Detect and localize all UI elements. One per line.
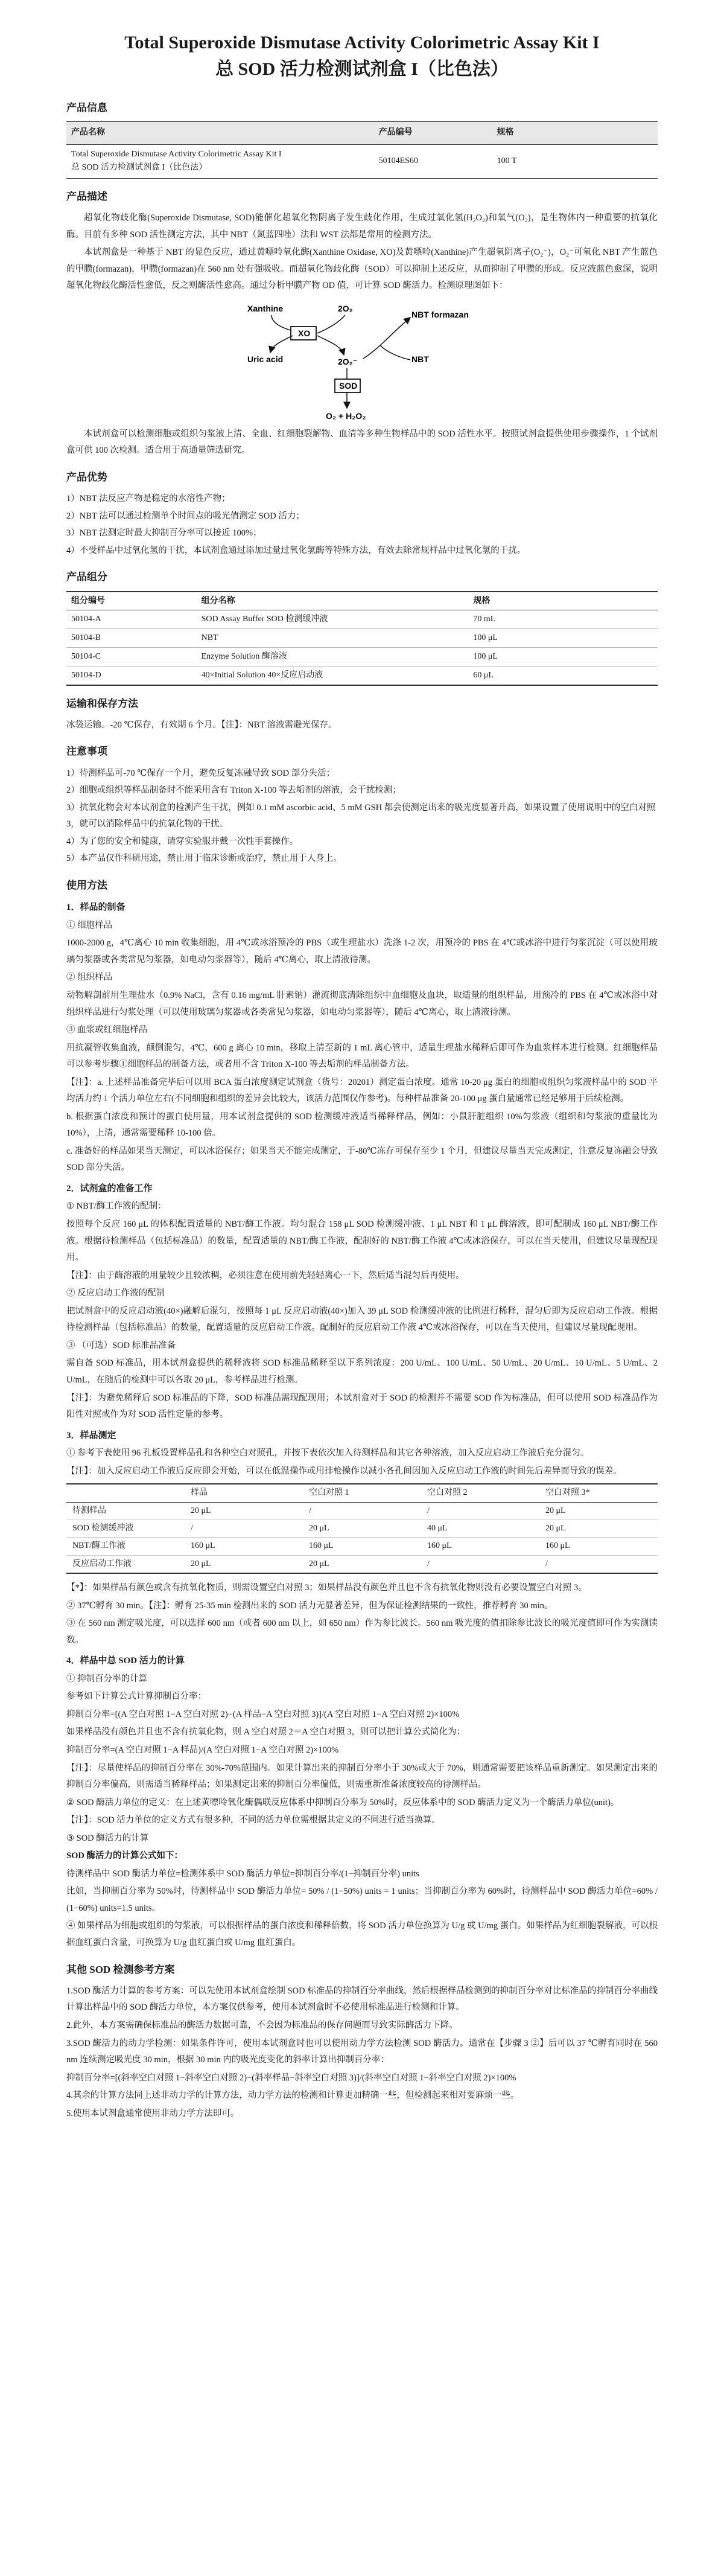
activity-calc-subtitle: SOD 酶活力的计算公式如下：	[66, 1851, 183, 1861]
plate-cell: 160 μL	[185, 1538, 303, 1555]
diagram-2o2-radical-label: 2O₂⁻	[338, 356, 358, 366]
diagram-arrow-formazan	[363, 318, 410, 359]
plate-header: 空白对照 3*	[539, 1484, 658, 1502]
note-item: 1）待测样品可-70 ℃保存一个月，避免反复冻融导致 SOD 部分失活；	[66, 768, 335, 778]
plate-cell: NBT/酶工作液	[66, 1538, 185, 1555]
product-name-en: Total Superoxide Dismutase Activity Colorimetric Assay Kit I	[71, 149, 282, 159]
component-name: 40×Initial Solution 40×反应启动液	[197, 666, 469, 685]
note-item: 2）细胞或组织等样品制备时不能采用含有 Triton X-100 等去垢剂的溶液，会干扰检测；	[66, 785, 401, 796]
plate-setup-table	[66, 1483, 658, 1574]
advantage-item: 1）NBT 法反应产物是稳定的水溶性产物；	[66, 494, 230, 504]
nbt-working-note: 【注】：由于酶溶液的用量较少且较浓稠，必须注意在使用前先轻轻离心一下，然后适当混匀后再使用。	[66, 1270, 465, 1280]
note-item: 5）本产品仅作科研用途，禁止用于临床诊断或治疗，禁止用于人身上。	[66, 854, 342, 864]
diagram-xo-label: XO	[298, 328, 311, 338]
blood-sample-text: 用抗凝管收集血液，颠倒混匀，4℃，600 g 离心 10 min，移取上清至新的 1 mL 离心管中，适量生理盐水稀释后即可作为血浆样本进行检测。红细胞样品可以参考步骤①细胞样品的制备方法，或者用不含 Triton X-100 等去垢剂的样品制备方法。	[66, 1043, 658, 1070]
diagram-sod-label: SOD	[339, 380, 358, 391]
activity-calc-conversion: ④ 如果样品为细胞或组织的匀浆液，可以根据样品的蛋白浓度和稀释倍数，将 SOD 活力单位换算为 U/g 或 U/mg 蛋白。如果样品为红细胞裂解液，可以根据血红蛋白含量，可换算为 U/g 血红蛋白或 U/mg 血红蛋白。	[66, 1921, 658, 1948]
diagram-nbt-label: NBT	[411, 354, 429, 364]
diagram-arrow-o2-in	[317, 315, 345, 333]
description-paragraph-3: 本试剂盒可以检测细胞或组织匀浆液上清、全血、红细胞裂解物、血清等多种生物样品中的 SOD 活性水平。按照试剂盒提供使用步骤操作，1 个试剂盒可供 100 次检测。适合用于高通量筛选研究。	[66, 429, 658, 456]
plate-cell: 20 μL	[185, 1555, 303, 1573]
table-row	[66, 610, 658, 629]
product-info-header-code: 产品编号	[374, 122, 492, 145]
plate-cell: /	[539, 1555, 658, 1573]
plate-cell: 20 μL	[303, 1555, 421, 1573]
other-heading: 其他 SOD 检测参考方案	[66, 1963, 175, 1975]
cell-sample-text: 1000-2000 g，4℃离心 10 min 收集细胞，用 4℃或冰浴预冷的 PBS（或生理盐水）洗涤 1-2 次，用预冷的 PBS 在 4℃或冰浴中进行匀浆沉淀（可以使用玻璃匀浆器或各类常见匀浆器，如电动匀浆器等），随后 4℃离心，取上清液待测。	[66, 938, 658, 965]
table-row	[66, 666, 658, 685]
product-name-cn: 总 SOD 活力检测试剂盒 I（比色法）	[71, 163, 208, 173]
plate-header: 样品	[185, 1484, 303, 1502]
advantage-item: 4）不受样品中过氧化氢的干扰，本试剂盒通过添加过量过氧化氢酶等特殊方法，有效去除常规样品中过氧化氢的干扰。	[66, 545, 526, 555]
table-row	[66, 647, 658, 666]
other-item: 3.SOD 酶活力的动力学检测：如果条件许可，使用本试剂盒时也可以使用动力学方法检测 SOD 酶活力。通常在【步骤 3 ②】后可以 37 ℃孵育同时在 560 nm 连续测定吸光度 30 min，根据 30 min 内的吸光度变化的斜率计算出抑制百分率：	[66, 2038, 658, 2065]
plate-cell: /	[421, 1502, 539, 1520]
plate-cell: SOD 检测缓冲液	[66, 1520, 185, 1537]
other-item: 抑制百分率=[(斜率空白对照 1−斜率空白对照 2)−(斜率样品−斜率空白对照 3)]/(斜率空白对照 1−斜率空白对照 2)×100%	[66, 2073, 516, 2083]
plate-header	[66, 1484, 185, 1502]
components-header-id: 组分编号	[66, 592, 197, 610]
plate-cell: 160 μL	[303, 1538, 421, 1555]
table-row	[66, 1555, 658, 1573]
inhibition-simplify-note: 如果样品没有颜色并且也不含有抗氧化物，则 A 空白对照 2＝A 空白对照 3，则可以把计算公式简化为：	[66, 1727, 465, 1737]
storage-text: 冰袋运输。-20 ℃保存，有效期 6 个月。【注】：NBT 溶液需避光保存。	[66, 720, 337, 730]
initial-working-text: 把试剂盒中的反应启动液(40×)融解后混匀，按照每 1 μL 反应启动液(40×)加入 39 μL SOD 检测缓冲液的比例进行稀释，混匀后即为反应启动工作液。根据待检测样品（包括标准品）的数量，配置适量的反应启动工作液。配制好的反应启动工作液 4℃或冰浴保存，可以在当天使用，但建议尽量现配现用。	[66, 1306, 658, 1333]
initial-working-title: ② 反应启动工作液的配制	[66, 1288, 165, 1299]
cell-sample-title: ① 细胞样品	[66, 920, 113, 930]
table-row	[66, 1520, 658, 1537]
storage-heading: 运输和保存方法	[66, 697, 138, 709]
product-name-cell	[66, 144, 374, 178]
plate-cell: 20 μL	[185, 1502, 303, 1520]
product-info-table	[66, 121, 658, 178]
advantages-list	[66, 491, 658, 559]
components-header-spec: 规格	[468, 592, 658, 610]
description-heading: 产品描述	[66, 190, 107, 202]
product-info-header-name: 产品名称	[66, 122, 374, 145]
activity-calc-formula: 待测样品中 SOD 酶活力单位=检测体系中 SOD 酶活力单位=抑制百分率/(1−抑制百分率) units	[66, 1868, 419, 1879]
reagent-prep-title: 2．试剂盒的准备工作	[66, 1183, 153, 1194]
product-code: 50104ES60	[374, 144, 492, 178]
usage-heading: 使用方法	[66, 879, 107, 891]
activity-calc-example: 比如，当抑制百分率为 50%时，待测样品中 SOD 酶活力单位= 50% / (1−50%) units = 1 units；当抑制百分率为 60%时，待测样品中 SOD 酶活力单位=60% / (1−60%) units=1.5 units。	[66, 1887, 658, 1913]
other-item: 2.此外，本方案需确保标准品的酶活力数据可靠，不会因为标准品的保存问题而导致实际酶活力下降。	[66, 2020, 458, 2030]
component-spec: 60 μL	[468, 666, 658, 685]
other-item: 4.其余的计算方法同上述非动力学的计算方法，动力学方法的检测和计算更加精确一些，但检测起来相对要麻烦一些。	[66, 2091, 519, 2101]
components-header-name: 组分名称	[197, 592, 469, 610]
components-heading: 产品组分	[66, 571, 107, 583]
other-item: 5.使用本试剂盒通常使用非动力学方法即可。	[66, 2108, 240, 2118]
plate-cell: 反应启动工作液	[66, 1555, 185, 1573]
component-name: NBT	[197, 629, 469, 648]
diagram-2o2-label: 2O₂	[338, 303, 353, 313]
diagram-arrow-radical-out	[317, 336, 344, 355]
inhibition-formula-full: 抑制百分率=[(A 空白对照 1−A 空白对照 2)−(A 样品−A 空白对照 3)]/(A 空白对照 1−A 空白对照 2)×100%	[66, 1709, 460, 1719]
table-row	[66, 1538, 658, 1555]
plate-cell: 160 μL	[421, 1538, 539, 1555]
plate-header: 空白对照 1	[303, 1484, 421, 1502]
plate-cell: /	[185, 1520, 303, 1537]
plate-footnote: 【*】：如果样品有颜色或含有抗氧化物质，则需设置空白对照 3；如果样品没有颜色并且也不含有抗氧化物则没有必要设置空白对照 3。	[66, 1583, 587, 1593]
advantage-item: 2）NBT 法可以通过检测单个时间点的吸光值测定 SOD 活力；	[66, 511, 305, 521]
nbt-working-title: ① NBT/酶工作液的配制：	[66, 1201, 167, 1212]
reaction-principle-diagram	[235, 299, 489, 420]
plate-cell: 20 μL	[539, 1520, 658, 1537]
description-paragraph-2: 本试剂盒是一种基于 NBT 的显色反应，通过黄嘌呤氧化酶(Xanthine Oxidase, XO)及黄嘌呤(Xanthine)产生超氧阴离子(O₂⁻)，O₂⁻可氧化 NBT 产生蓝色的甲臜(formazan)，甲臜(formazan)在 560 nm 处有强吸收。而超氧化物歧化酶（SOD）可以抑制上述反应，从而抑制了甲臜的形成。反应液蓝色愈深，说明超氧化物歧化酶活性愈低，反之则酶活性愈高。通过分析甲臜产物 OD 值，可计算 SOD 酶活力。检测原理图如下：	[66, 248, 658, 291]
plate-cell: 20 μL	[539, 1502, 658, 1520]
inhibition-note: 【注】：尽量使样品的抑制百分率在 30%-70%范围内。如果计算出来的抑制百分率小于 30%或大于 70%，则通常需要把该样品重新测定。如果测定出来的抑制百分率偏高，则需适当稀释样品；如果测定出来的抑制百分率偏低，则需重新准备浓度较高的待测样品。	[66, 1763, 658, 1790]
sod-standard-text: 需自备 SOD 标准品，用本试剂盒提供的稀释液将 SOD 标准品稀释至以下系列浓度：200 U/mL、100 U/mL、50 U/mL、20 U/mL、10 U/mL、5 U/mL、2 U/mL，在随后的检测中可以各取 20 μL，参考样品进行检测。	[66, 1358, 658, 1385]
component-id: 50104-A	[66, 610, 197, 629]
sample-prep-title: 1．样品的制备	[66, 903, 125, 913]
sample-note-c: c. 准备好的样品如果当天测定，可以冰浴保存；如果当天不能完成测定，于-80℃冻存可保存至少 1 个月，但建议尽量当天完成测定，注意反复冻融会导致 SOD 部分失活。	[66, 1146, 658, 1173]
table-row	[66, 1502, 658, 1520]
component-id: 50104-B	[66, 629, 197, 648]
sod-standard-title: ③ （可选）SOD 标准品准备	[66, 1340, 176, 1350]
product-spec: 100 T	[492, 144, 658, 178]
note-item: 4）为了您的安全和健康，请穿实验服并戴一次性手套操作。	[66, 836, 299, 846]
product-info-heading: 产品信息	[66, 102, 107, 113]
tissue-sample-text: 动物解剖前用生理盐水（0.9% NaCl，含有 0.16 mg/mL 肝素钠）灌流彻底清除组织中血细胞及血块，取适量的组织样品，用预冷的 PBS 在 4℃或冰浴中对组织样品进行匀浆处理（可以使用玻璃匀浆器或各类常见匀浆器，如电动匀浆器等），随后 4℃离心，取上清液待测。	[66, 990, 658, 1017]
diagram-products-label: O₂ + H₂O₂	[326, 411, 366, 420]
component-name: SOD Assay Buffer SOD 检测缓冲液	[197, 610, 469, 629]
product-info-header-spec: 规格	[492, 122, 658, 145]
inhibition-title: ① 抑制百分率的计算	[66, 1673, 148, 1684]
measurement-step-2: ② 37℃孵育 30 min。【注】：孵育 25-35 min 检测出来的 SOD 活力无显著差异，但为保证检测结果的一致性，推荐孵育 30 min。	[66, 1600, 553, 1611]
components-table	[66, 591, 658, 686]
component-name: Enzyme Solution 酶溶液	[197, 647, 469, 666]
plate-header: 空白对照 2	[421, 1484, 539, 1502]
plate-cell: 40 μL	[421, 1520, 539, 1537]
tissue-sample-title: ② 组织样品	[66, 973, 113, 983]
component-spec: 70 mL	[468, 610, 658, 629]
plate-cell: 20 μL	[303, 1520, 421, 1537]
unit-definition-note: 【注】：SOD 活力单位的定义方式有很多种，不同的活力单位需根据其定义的不同进行适当换算。	[66, 1815, 440, 1826]
advantages-heading: 产品优势	[66, 471, 107, 483]
plate-cell: 待测样品	[66, 1502, 185, 1520]
calculation-title: 4．样品中总 SOD 活力的计算	[66, 1656, 185, 1666]
component-spec: 100 μL	[468, 629, 658, 648]
measurement-step-1: ① 参考下表使用 96 孔板设置样品孔和各种空白对照孔，并按下表依次加入待测样品和其它各种溶液，加入反应启动工作液后充分混匀。	[66, 1448, 589, 1459]
measurement-title: 3．样品测定	[66, 1430, 116, 1440]
diagram-nbt-formazan-label: NBT formazan	[411, 309, 469, 319]
unit-definition: ② SOD 酶活力单位的定义：在上述黄嘌呤氧化酶偶联反应体系中抑制百分率为 50%时，反应体系中的 SOD 酶活力定义为一个酶活力单位(unit)。	[66, 1797, 620, 1807]
plate-cell: /	[303, 1502, 421, 1520]
diagram-arrow-uric	[270, 336, 293, 353]
activity-calc-title: ③ SOD 酶活力的计算	[66, 1833, 149, 1843]
sample-note-b: b. 根据蛋白浓度和预计的蛋白使用量，用本试剂盒提供的 SOD 检测缓冲液适当稀释样品，例如：小鼠肝脏组织 10%匀浆液（组织和匀浆液的重量比为 10%），上清，通常需要稀释 10-100 倍。	[66, 1111, 658, 1139]
component-id: 50104-C	[66, 647, 197, 666]
blood-sample-title: ③ 血浆或红细胞样品	[66, 1025, 148, 1035]
diagram-arrow-nbt	[380, 345, 410, 360]
diagram-arrow-xanthine	[272, 315, 293, 331]
nbt-working-text: 按照每个反应 160 μL 的体积配置适量的 NBT/酶工作液。均匀混合 158 μL SOD 检测缓冲液、1 μL NBT 和 1 μL 酶溶液，即可配制成 160 μL NBT/酶工作液。根据待检测样品（包括标准品）的数量，配置适量的 NBT/酶工作液，配制好的 NBT/酶工作液 4℃或冰浴保存，可以在当天使用，但建议尽量现配现用。	[66, 1219, 658, 1263]
component-id: 50104-D	[66, 666, 197, 685]
description-paragraph-1: 超氧化物歧化酶(Superoxide Dismutase, SOD)能催化超氧化物阴离子发生歧化作用，生成过氧化氢(H₂O₂)和氧气(O₂)，是生物体内一种重要的抗氧化酶。目前有多种 SOD 活性测定方法，其中 NBT（氮蓝四唑）法和 WST 法都是常用的检测方法。	[66, 213, 658, 240]
diagram-xanthine-label: Xanthine	[247, 303, 284, 313]
inhibition-formula-simple: 抑制百分率=(A 空白对照 1−A 样品)/(A 空白对照 1−A 空白对照 2)×100%	[66, 1745, 339, 1756]
plate-cell: 160 μL	[539, 1538, 658, 1555]
note-item: 3）抗氧化物会对本试剂盒的检测产生干扰，例如 0.1 mM ascorbic acid、5 mM GSH 都会使测定出来的吸光度显著升高，如果设置了使用说明中的空白对照 3，就可以消除样品中的抗氧化物的干扰。	[66, 802, 656, 829]
notes-list	[66, 765, 658, 868]
sod-standard-note: 【注】：为避免稀释后 SOD 标准品的下降，SOD 标准品需现配现用；本试剂盒对于 SOD 的检测并不需要 SOD 作为标准品，但可以使用 SOD 标准品作为阳性对照或作为对 SOD 活性定量的参考。	[66, 1393, 658, 1420]
measurement-step-1-note: 【注】：加入反应启动工作液后反应即会开始，可以在低温操作或用排枪操作以减小各孔间因加入反应启动工作液的时间先后差异而导致的误差。	[66, 1466, 622, 1476]
diagram-uric-acid-label: Uric acid	[247, 354, 284, 364]
title-chinese: 总 SOD 活力检测试剂盒 I（比色法）	[215, 59, 509, 79]
sample-note-a: 【注】：a. 上述样品准备完毕后可以用 BCA 蛋白浓度测定试剂盒（货号：20201）测定蛋白浓度。通常 10-20 μg 蛋白的细胞或组织匀浆液样品中的 SOD 平均活力约 1 个活力单位左右(不同细胞和组织的差异会比较大，该活力范围仅作参考)。每种样品准备 20-100 μg 蛋白量通常已经足够用于后续检测。	[66, 1077, 658, 1104]
component-spec: 100 μL	[468, 647, 658, 666]
notes-heading: 注意事项	[66, 746, 107, 758]
title-english: Total Superoxide Dismutase Activity Colorimetric Assay Kit I	[124, 33, 600, 53]
advantage-item: 3）NBT 法测定时最大抑制百分率可以接近 100%；	[66, 528, 262, 539]
inhibition-intro: 参考如下计算公式计算抑制百分率：	[66, 1692, 206, 1702]
table-row	[66, 629, 658, 648]
other-item: 1.SOD 酶活力计算的参考方案：可以先使用本试剂盒绘制 SOD 标准品的抑制百分率曲线，然后根据样品检测到的抑制百分率对比标准品的抑制百分率曲线计算出样品中的 SOD 酶活力单位，本方案仅供参考，使用本试剂盒时不必使用标准品进行检测和计算。	[66, 1986, 658, 2013]
measurement-step-3: ③ 在 560 nm 测定吸光度，可以选择 600 nm（或者 600 nm 以上，如 650 nm）作为参比波长。560 nm 吸光度的值扣除参比波长的吸光度值即可作为实测读数。	[66, 1619, 658, 1645]
plate-cell: /	[421, 1555, 539, 1573]
